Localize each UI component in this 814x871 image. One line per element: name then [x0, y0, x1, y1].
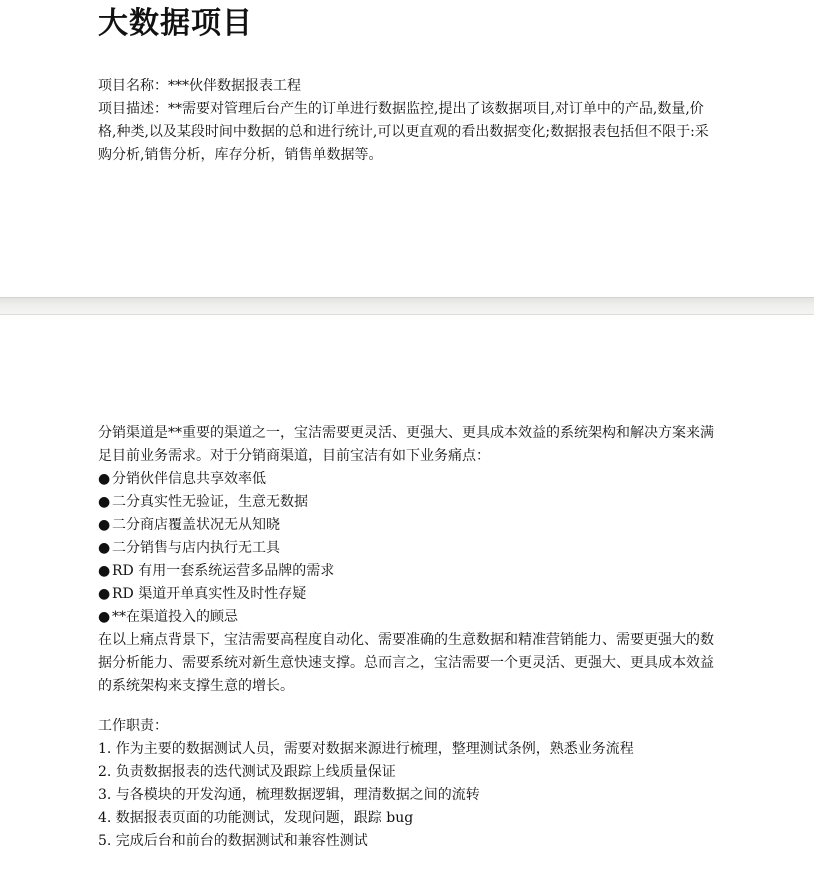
- pain-point-item: [98, 606, 718, 629]
- pain-point-text: RD 渠道开单真实性及时性存疑: [112, 586, 307, 602]
- pain-point-text: 二分商店覆盖状况无从知晓: [112, 517, 280, 533]
- document-page-1: [0, 0, 814, 297]
- channel-intro: 分销渠道是**重要的渠道之一，宝洁需要更灵活、更强大、更具成本效益的系统架构和解决方案来满足目前业务需求。对于分销商渠道，目前宝洁有如下业务痛点：: [98, 425, 714, 464]
- duty-item: 5. 完成后台和前台的数据测试和兼容性测试: [98, 833, 368, 849]
- duties-heading: 工作职责：: [98, 718, 168, 734]
- project-name: 项目名称：***伙伴数据报表工程: [98, 78, 301, 94]
- bullet-icon: ●: [98, 494, 111, 510]
- pain-point-text: 二分真实性无验证，生意无数据: [112, 494, 308, 510]
- bullet-icon: ●: [98, 609, 111, 625]
- pain-point-text: RD 有用一套系统运营多品牌的需求: [112, 563, 335, 579]
- duty-item: 4. 数据报表页面的功能测试，发现问题，跟踪 bug: [98, 810, 414, 826]
- pain-point-text: 二分销售与店内执行无工具: [112, 540, 280, 556]
- bullet-icon: ●: [98, 517, 111, 533]
- duty-item: 1. 作为主要的数据测试人员，需要对数据来源进行梳理，整理测试条例，熟悉业务流程: [98, 741, 634, 757]
- bullet-icon: ●: [98, 586, 111, 602]
- paragraph-spacer: [98, 698, 718, 715]
- bullet-icon: ●: [98, 563, 111, 579]
- pain-point-text: 分销伙伴信息共享效率低: [112, 471, 266, 487]
- document-title: 大数据项目: [98, 6, 253, 41]
- duty-item: 3. 与各模块的开发沟通，梳理数据逻辑，理清数据之间的流转: [98, 787, 480, 803]
- pain-point-item: [98, 514, 718, 537]
- document-page-2: [0, 315, 814, 871]
- pain-point-item: [98, 560, 718, 583]
- summary-paragraph: 在以上痛点背景下，宝洁需要高程度自动化、需要准确的生意数据和精准营销能力、需要更强大的数据分析能力、需要系统对新生意快速支撑。总而言之，宝洁需要一个更灵活、更强大、更具成本效益的系统架构来支撑生意的增长。: [98, 632, 714, 694]
- project-description: 项目描述：**需要对管理后台产生的订单进行数据监控,提出了该数据项目,对订单中的产品,数量,价格,种类,以及某段时间中数据的总和进行统计,可以更直观的看出数据变化;数据报表包括但不限于:采购分析,销售分析，库存分析，销售单数据等。: [98, 101, 709, 163]
- pain-point-item: [98, 491, 718, 514]
- pain-point-item: [98, 583, 718, 606]
- duty-item: 2. 负责数据报表的迭代测试及跟踪上线质量保证: [98, 764, 396, 780]
- bullet-icon: ●: [98, 471, 111, 487]
- pain-point-item: [98, 537, 718, 560]
- page-2-content: [98, 422, 718, 853]
- page-break: [0, 297, 814, 315]
- bullet-icon: ●: [98, 540, 111, 556]
- pain-point-text: **在渠道投入的顾忌: [112, 609, 238, 625]
- pain-point-item: [98, 468, 718, 491]
- project-info: [98, 75, 718, 167]
